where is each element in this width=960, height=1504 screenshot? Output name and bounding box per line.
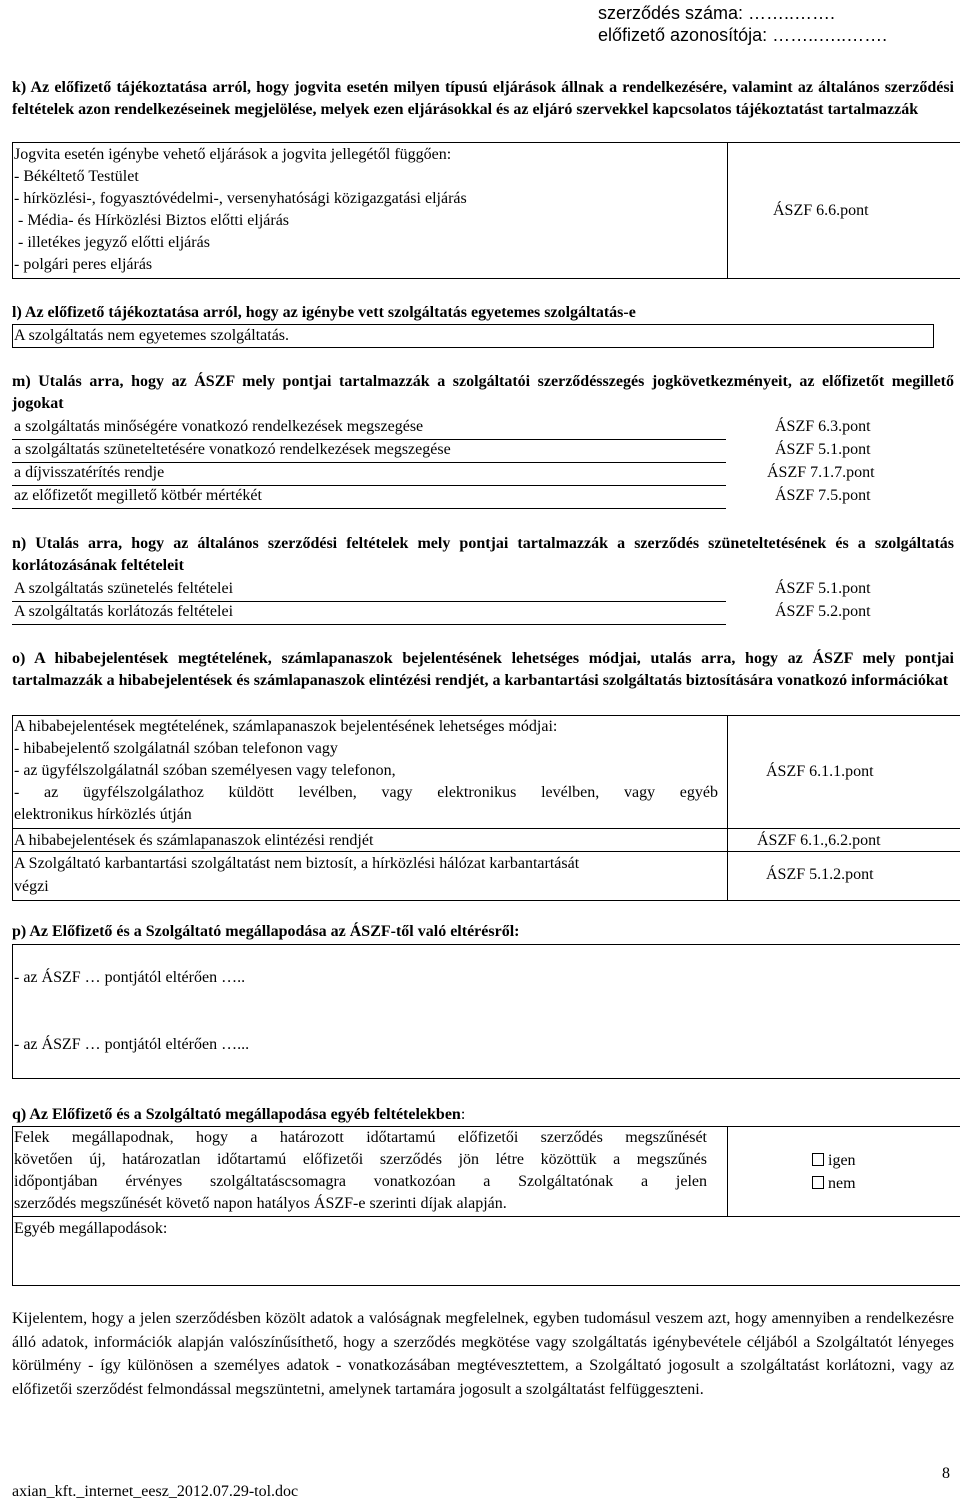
table-row-ref: ÁSZF 7.5.pont bbox=[775, 487, 871, 504]
option-no-label: nem bbox=[828, 1175, 856, 1192]
list-item: - az ügyfélszolgálatnál szóban személyesen vagy telefonon, bbox=[14, 762, 396, 779]
table-row-ref: ÁSZF 6.3.pont bbox=[775, 418, 871, 435]
section-o-ref-1: ÁSZF 6.1.1.pont bbox=[766, 763, 874, 780]
other-agreements-label: Egyéb megállapodások: bbox=[14, 1220, 168, 1237]
list-item: szerződés megszűnését követő napon hatályos ÁSZF-e szerinti díjak alapján. bbox=[14, 1195, 507, 1212]
section-l-answer: A szolgáltatás nem egyetemes szolgáltatás. bbox=[14, 327, 290, 344]
checkbox-no[interactable] bbox=[812, 1176, 824, 1189]
table-row-label: a díjvisszatérítés rendje bbox=[14, 464, 165, 481]
section-o-ref-3: ÁSZF 5.1.2.pont bbox=[766, 866, 874, 883]
section-p-line-2: - az ÁSZF … pontjától eltérően …... bbox=[14, 1036, 250, 1053]
list-item: - hírközlési-, fogyasztóvédelmi-, versenyhatósági közigazgatási eljárás bbox=[14, 190, 467, 207]
table-row-label: A szolgáltatás szünetelés feltételei bbox=[14, 580, 234, 597]
section-q-title-wrap bbox=[12, 1104, 465, 1126]
section-q-title-colon: : bbox=[460, 1106, 466, 1123]
option-yes[interactable] bbox=[812, 1150, 856, 1172]
section-l-title: l) Az előfizető tájékoztatása arról, hogy az igénybe vett szolgáltatás egyetemes szolgáltatás-e bbox=[12, 304, 636, 321]
table-row-ref: ÁSZF 5.1.pont bbox=[775, 580, 871, 597]
section-k-list bbox=[14, 144, 724, 276]
option-no[interactable] bbox=[812, 1173, 856, 1195]
subscriber-id-label: előfizető azonosítója: ……..…..……. bbox=[598, 25, 888, 45]
list-item: - Békéltető Testület bbox=[14, 168, 139, 185]
section-p-title: p) Az Előfizető és a Szolgáltató megállapodása az ÁSZF-től való eltérésről: bbox=[12, 923, 520, 940]
table-row-label: az előfizetőt megillető kötbér mértékét bbox=[14, 487, 262, 504]
option-yes-label: igen bbox=[828, 1152, 856, 1169]
declaration-paragraph: Kijelentem, hogy a jelen szerződésben közölt adatok a valóságnak megfelelnek, egyben tudomásul veszem azt, hogy amennyiben a rendelkezésre álló adatok, információk alapján valószínűsíthető, hogy a szerződés megkötése vagy szolgáltatás igénybevétele céljából a Szolgáltatót lényeges körülmény - így különösen a személyes adatok - vonatkozásában megtévesztettem, a Szolgáltató jogosult a szolgáltatást korlátozni, vagy az előfizetői szerződést felmondással megszüntetni, amelynek tartamára jogosult a szolgáltatást felfüggeszteni. bbox=[12, 1310, 954, 1398]
list-item: Jogvita esetén igénybe vehető eljárások a jogvita jellegétől függően: bbox=[14, 146, 452, 163]
section-p-box bbox=[12, 944, 960, 1079]
section-q-title: q) Az Előfizető és a Szolgáltató megállapodása egyéb feltételekben bbox=[12, 1106, 461, 1123]
section-k-title: k) Az előfizető tájékoztatása arról, hogy jogvita esetén milyen típusú eljárások állnak a rendelkezésére, valamint az általános szerződési feltételek azon rendelkezéseinek megjelölése, melyek ezen eljárásokkal és az eljáró szervekkel kapcsolatos tájékoztatást tartalmazzák bbox=[12, 79, 954, 118]
section-o-ref-2: ÁSZF 6.1.,6.2.pont bbox=[757, 832, 881, 849]
list-item: időpontjában érvényes szolgáltatáscsomagra vonatkozóan a Szolgáltatónak a jelen bbox=[14, 1173, 707, 1190]
checkbox-yes[interactable] bbox=[812, 1153, 824, 1166]
section-q-text bbox=[14, 1127, 707, 1215]
list-item: - az ügyfélszolgálathoz küldött levélben, vagy elektronikus levélben, vagy egyéb bbox=[14, 784, 718, 801]
table-row-label: a szolgáltatás szüneteltetésére vonatkozó rendelkezések megszegése bbox=[14, 441, 451, 458]
section-n-title: n) Utalás arra, hogy az általános szerződési feltételek mely pontjai tartalmazzák a szerződés szüneteltetésének és a szolgáltatás korlátozásának feltételeit bbox=[12, 535, 954, 574]
section-p-line-1: - az ÁSZF … pontjától eltérően ….. bbox=[14, 969, 246, 986]
section-o-row3-line2: végzi bbox=[14, 878, 49, 895]
page-number: 8 bbox=[942, 1465, 950, 1482]
table-row-ref: ÁSZF 7.1.7.pont bbox=[767, 464, 875, 481]
list-item: Felek megállapodnak, hogy a határozott időtartamú előfizetői szerződés megszűnését bbox=[14, 1129, 707, 1146]
table-row-label: a szolgáltatás minőségére vonatkozó rendelkezések megszegése bbox=[14, 418, 424, 435]
table-row-ref: ÁSZF 5.1.pont bbox=[775, 441, 871, 458]
section-k-ref: ÁSZF 6.6.pont bbox=[773, 202, 869, 219]
section-o-row2-label: A hibabejelentések és számlapanaszok elintézési rendjét bbox=[14, 832, 374, 849]
footer-filename: axian_kft._internet_eesz_2012.07.29-tol.doc bbox=[12, 1483, 299, 1500]
section-o-title: o) A hibabejelentések megtételének, számlapanaszok bejelentésének lehetséges módjai, utalás arra, hogy az ÁSZF mely pontjai tartalmazzák a hibabejelentések és számlapanaszok elintézési rendjét, a karbantartási szolgáltatás biztosítására vonatkozó információkat bbox=[12, 650, 954, 689]
list-item: követően új, határozatlan időtartamú előfizetői szerződés jön létre közöttük a megszűnés bbox=[14, 1151, 707, 1168]
list-item: - polgári peres eljárás bbox=[14, 256, 153, 273]
table-row-label: A szolgáltatás korlátozás feltételei bbox=[14, 603, 234, 620]
section-o-methods bbox=[14, 716, 718, 826]
contract-number-label: szerződés száma: ……..……. bbox=[598, 3, 836, 23]
list-item: - illetékes jegyző előtti eljárás bbox=[14, 234, 210, 251]
section-o-row3-line1: A Szolgáltató karbantartási szolgáltatást nem biztosít, a hírközlési hálózat karbantartását bbox=[14, 855, 580, 872]
table-row-ref: ÁSZF 5.2.pont bbox=[775, 603, 871, 620]
list-item: - hibabejelentő szolgálatnál szóban telefonon vagy bbox=[14, 740, 338, 757]
list-item: elektronikus hírközlés útján bbox=[14, 806, 192, 823]
list-item: A hibabejelentések megtételének, számlapanaszok bejelentésének lehetséges módjai: bbox=[14, 718, 558, 735]
section-m-title: m) Utalás arra, hogy az ÁSZF mely pontjai tartalmazzák a szolgáltatói szerződésszegés jogkövetkezményeit, az előfizetőt megillető jogokat bbox=[12, 373, 954, 412]
list-item: - Média- és Hírközlési Biztos előtti eljárás bbox=[14, 212, 290, 229]
